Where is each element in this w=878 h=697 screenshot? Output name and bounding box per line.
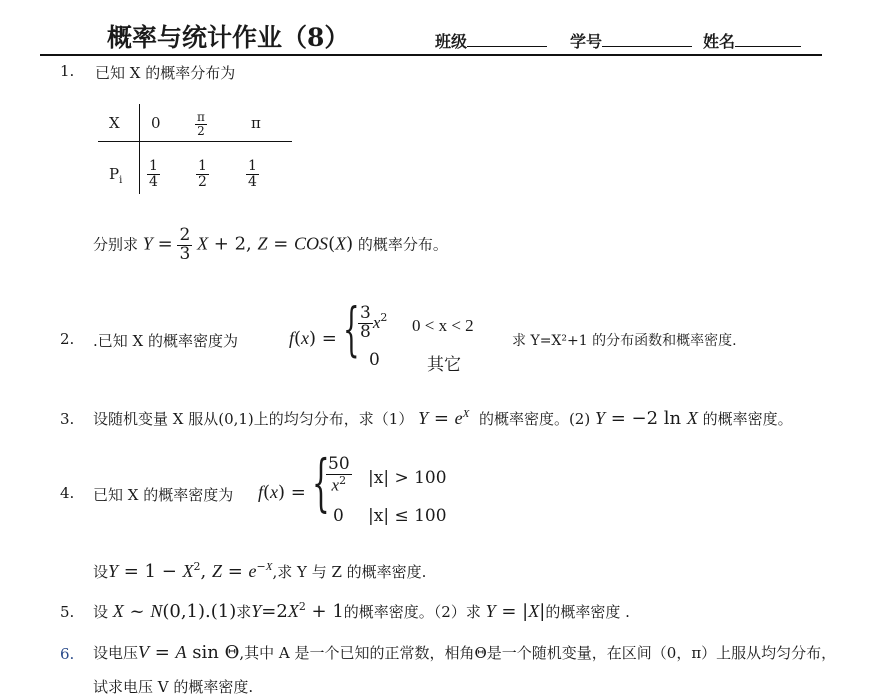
id-blank[interactable] <box>602 32 692 47</box>
id-field <box>570 29 692 52</box>
q4-cond1: |x| > 100 <box>368 468 447 488</box>
q4-case2-val: 0 <box>333 506 344 526</box>
q3-mid: 的概率密度。(2) <box>478 410 591 428</box>
class-field <box>435 29 547 52</box>
q2-case2-val: 0 <box>369 350 380 370</box>
q6-number: 6. <box>60 645 75 663</box>
table-p-head: $P_i$ <box>109 165 123 186</box>
q3-text: 设随机变量 X 服从(0,1)上的均匀分布，求（1） <box>93 410 414 428</box>
q2-cond1: 0 < x < 2 <box>412 316 474 335</box>
q1-task: 分别求 Y = $\frac{2}{3}$ X + 2, Z = COS(X) 的概率分布。 <box>93 225 448 264</box>
q6-text: 设电压 <box>93 644 139 662</box>
name-blank[interactable] <box>735 32 801 47</box>
q4-number: 4. <box>60 484 75 502</box>
q1-task-suffix: 的概率分布。 <box>357 235 448 254</box>
q5-mid: 求 <box>236 603 252 621</box>
q4-cond2: |x| ≤ 100 <box>368 506 447 526</box>
q5-line: 设 X ~ N(0,1).(1)求$Y=2X^2 + 1$的概率密度。（2）求 Y = |X|的概率密度 . <box>93 600 630 622</box>
q5-number: 5. <box>60 603 75 621</box>
q5-text: 设 <box>93 603 109 621</box>
q4-task-suffix: ,求 Y 与 Z 的概率密度. <box>272 563 427 581</box>
table-hline <box>98 141 292 142</box>
q2-text: .已知 X 的概率密度为 <box>93 332 238 350</box>
q5-mid2: 的概率密度。（2）求 <box>343 603 481 621</box>
name-field <box>703 29 801 52</box>
q4-task-prefix: 设 <box>93 563 109 581</box>
header-rule <box>40 54 822 56</box>
class-blank[interactable] <box>467 32 547 47</box>
q2-case2-cond: 其它 <box>427 355 461 375</box>
q6-line2: 试求电压 V 的概率密度. <box>93 678 254 696</box>
q5-end: 的概率密度 . <box>545 603 630 621</box>
q4-task: 设$Y = 1 - X^2$, $Z = e^{-X}$,求 Y 与 Z 的概率密度. <box>93 560 427 582</box>
q3-end: 的概率密度。 <box>702 410 793 428</box>
q2-task: 求 Y=X²+1 的分布函数和概率密度. <box>512 333 737 349</box>
q2-fx: f(x) = <box>289 328 337 349</box>
q3-number: 3. <box>60 410 75 428</box>
q2-brace: { <box>343 295 360 363</box>
q2-case1: $\frac{3}{8}$ $x^2$ <box>360 303 388 342</box>
table-p-1: $\frac{1}{4}$ <box>149 158 158 190</box>
q4-case1: $\frac{50}{x^2}$ <box>328 454 350 495</box>
q4-text: 已知 X 的概率密度为 <box>93 486 234 504</box>
q2-number: 2. <box>60 330 75 348</box>
table-x-head: X <box>109 114 120 132</box>
page-title: 概率与统计作业（8） <box>107 23 350 52</box>
q3-line: 设随机变量 X 服从(0,1)上的均匀分布，求（1） $Y = e^X$ 的概率密度。(2) Y = −2 ln X 的概率密度。 <box>93 408 793 429</box>
id-label: 学号 <box>570 32 603 51</box>
q1-text: 已知 X 的概率分布为 <box>95 64 236 82</box>
table-x-pi: π <box>251 114 261 132</box>
table-x-0: 0 <box>151 114 161 132</box>
table-x-pi2: $\frac{\pi}{2}$ <box>197 110 205 138</box>
q6-body: ,其中 A 是一个已知的正常数，相角Θ是一个随机变量，在区间（0，π）上服从均匀分布， <box>239 644 837 662</box>
q1-task-prefix: 分别求 <box>93 235 139 254</box>
table-p-3: $\frac{1}{4}$ <box>248 158 257 190</box>
q4-fx: f(x) = <box>258 482 306 503</box>
q4-brace: { <box>312 446 330 519</box>
table-p-2: $\frac{1}{2}$ <box>198 158 207 190</box>
q6-line: 设电压V = A sin Θ,其中 A 是一个已知的正常数，相角Θ是一个随机变量，在区间（0，π）上服从均匀分布， <box>93 642 837 663</box>
class-label: 班级 <box>435 32 468 51</box>
table-vline <box>139 104 140 194</box>
q1-number: 1. <box>60 62 75 80</box>
name-label: 姓名 <box>703 32 736 51</box>
